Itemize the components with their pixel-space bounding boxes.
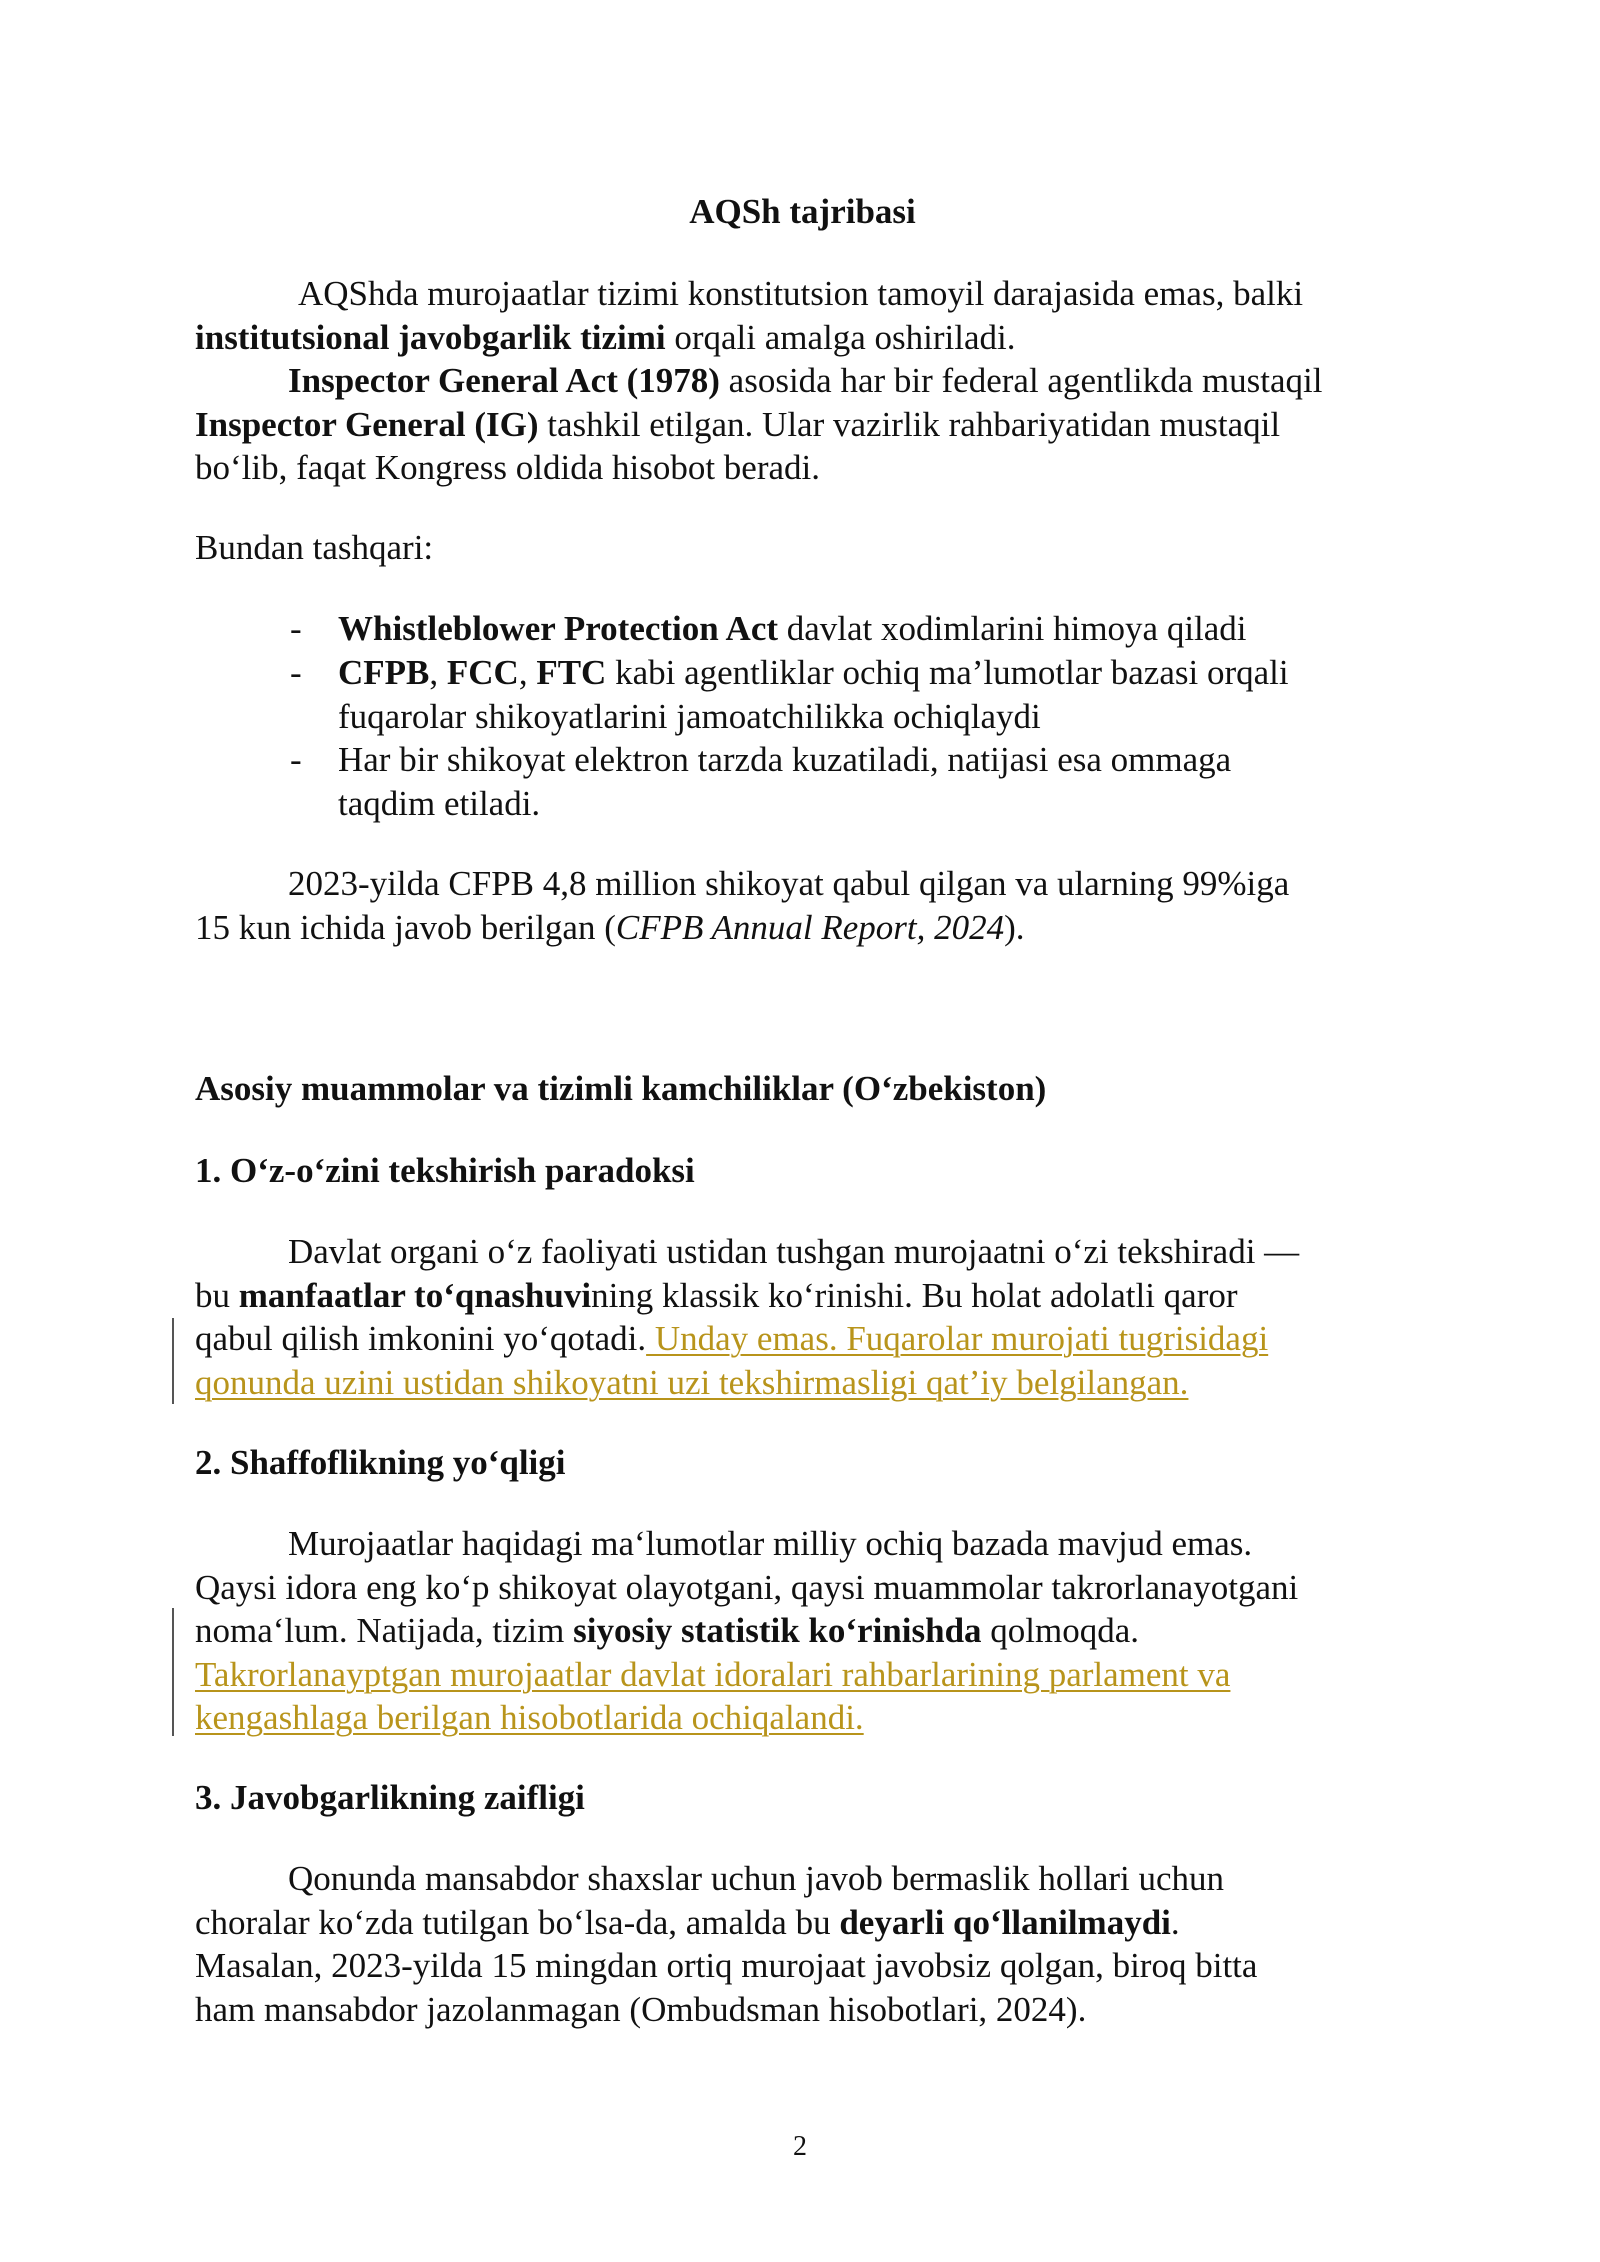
s1-line-1: Davlat organi o‘z faoliyati ustidan tushgan murojaatni o‘zi tekshiradi — [288,1232,1300,1271]
section-3-body [195,1857,1410,2031]
p3-citation: CFPB Annual Report, 2024 [615,907,1005,947]
list-item-2-bold-fcc: FCC [446,653,519,692]
s3-line-1: Qonunda mansabdor shaxslar uchun javob bermaslik hollari uchun [288,1859,1225,1898]
list-item-1-text [338,607,1247,651]
bullet-dash: - [290,740,302,779]
page-title: AQSh tajribasi [689,192,916,231]
p2-line-1-text: asosida har bir federal agentlikda mustaqil [719,361,1323,400]
s3-line-2-pre: choralar ko‘zda tutilgan bo‘lsa-da, amalda bu [195,1902,840,1942]
s2-tracked-insertion[interactable]: Takrorlanayptgan murojaatlar davlat idoralari rahbarlarining parlament va [195,1654,1231,1694]
s2-bold-term: siyosiy statistik ko‘rinishda [573,1611,982,1650]
list-item-2-sep: , [429,653,447,692]
p3-line-2 [195,906,1410,950]
p1-line-1: AQShda murojaatlar tizimi konstitutsion tamoyil darajasida emas, balki [298,274,1304,313]
list-intro-text: Bundan tashqari: [195,528,434,567]
s1-line-2-rest: ning klassik ko‘rinishi. Bu holat adolatli qaror [591,1275,1238,1315]
list-item-2-sep: , [518,653,537,692]
section-2-body [195,1522,1410,1740]
list-item-1-rest: davlat xodimlarini himoya qiladi [778,609,1247,648]
s2-line-5 [195,1696,1410,1740]
p3-line-2-pre: 15 kun ichida javob berilgan ( [195,907,616,947]
s3-line-2 [195,1901,1410,1945]
s1-line-2-pre: bu [195,1275,239,1315]
change-bar [172,1318,174,1404]
s2-line-2: Qaysi idora eng ko‘p shikoyat olayotgani, qaysi muammolar takrorlanayotgani [195,1567,1299,1607]
section-heading [195,1067,1410,1111]
section-3-heading-text: 3. Javobgarlikning zaifligi [195,1778,585,1817]
p2-bold-ig: Inspector General (IG) [195,404,539,444]
s3-line-2-post: . [1170,1902,1180,1942]
s1-line-3 [195,1317,1410,1361]
s2-line-3-pre: noma‘lum. Natijada, tizim [195,1611,574,1650]
list-item-1-bold: Whistleblower Protection Act [338,609,779,648]
paragraph-1 [195,272,1410,359]
s3-line-3: Masalan, 2023-yilda 15 mingdan ortiq murojaat javobsiz qolgan, biroq bitta [195,1946,1258,1985]
bullet-dash: - [290,653,302,692]
list-item-3-line-2: taqdim etiladi. [338,783,541,823]
p3-line-2-post: ). [1004,907,1025,947]
p2-line-3: bo‘lib, faqat Kongress oldida hisobot beradi. [195,448,821,487]
p3-line-1: 2023-yilda CFPB 4,8 million shikoyat qabul qilgan va ularning 99%iga [288,864,1290,903]
s1-line-4 [195,1361,1410,1405]
s1-tracked-insertion[interactable]: qonunda uzini ustidan shikoyatni uzi tekshirmasligi qat’iy belgilangan. [195,1362,1189,1402]
change-bar [172,1608,174,1736]
section-1-body [195,1230,1410,1404]
section-heading-text: Asosiy muammolar va tizimli kamchiliklar (O‘zbekiston) [195,1069,1047,1108]
section-1-heading-text: 1. O‘z-o‘zini tekshirish paradoksi [195,1151,695,1190]
document-title [195,190,1410,234]
s2-tracked-insertion[interactable]: kengashlaga berilgan hisobotlarida ochiqalandi. [195,1698,864,1737]
s2-line-3-rest: qolmoqda. [981,1611,1140,1650]
section-3-heading [195,1776,1410,1820]
p2-line-2-text: tashkil etilgan. Ular vazirlik rahbariyatidan mustaqil [538,404,1281,444]
p1-bold-term: institutsional javobgarlik tizimi [195,317,666,357]
list-item-2-bold-ftc: FTC [536,653,607,692]
page-number: 2 [793,2131,807,2162]
p2-line-1 [195,359,1410,403]
s3-bold-term: deyarli qo‘llanilmaydi [839,1902,1171,1942]
p2-line-2 [195,403,1410,447]
s1-tracked-insertion[interactable]: Unday emas. Fuqarolar murojati tugrisidagi [646,1319,1269,1358]
p2-bold-act: Inspector General Act (1978) [288,361,720,400]
list-item-3-line-1: Har bir shikoyat elektron tarzda kuzatiladi, natijasi esa ommaga [338,740,1232,779]
s2-line-3 [195,1609,1410,1653]
list-item-2-line-2: fuqarolar shikoyatlarini jamoatchilikka ochiqlaydi [338,696,1041,736]
p1-line-2-text: orqali amalga oshiriladi. [665,317,1016,357]
p1-line-2 [195,316,1410,360]
bullet-dash: - [290,609,302,648]
s2-line-1: Murojaatlar haqidagi ma‘lumotlar milliy ochiq bazada mavjud emas. [288,1524,1253,1563]
section-2-heading [195,1441,1410,1485]
list-item-2-rest: kabi agentliklar ochiq ma’lumotlar bazasi orqali [606,653,1289,692]
section-1-heading [195,1149,1410,1193]
list-intro [195,526,1410,570]
s2-line-4 [195,1653,1410,1697]
s3-line-4: ham mansabdor jazolanmagan (Ombudsman hisobotlari, 2024). [195,1989,1087,2029]
paragraph-2 [195,359,1410,490]
list-item-2-text [338,651,1289,695]
section-2-heading-text: 2. Shaffoflikning yo‘qligi [195,1443,566,1482]
paragraph-3 [195,862,1410,949]
s1-line-3-text: qabul qilish imkonini yo‘qotadi. [195,1319,647,1358]
s1-line-2 [195,1274,1410,1318]
list-item-2-bold-cfpb: CFPB [338,653,430,692]
s1-bold-term: manfaatlar to‘qnashuvi [238,1275,592,1315]
